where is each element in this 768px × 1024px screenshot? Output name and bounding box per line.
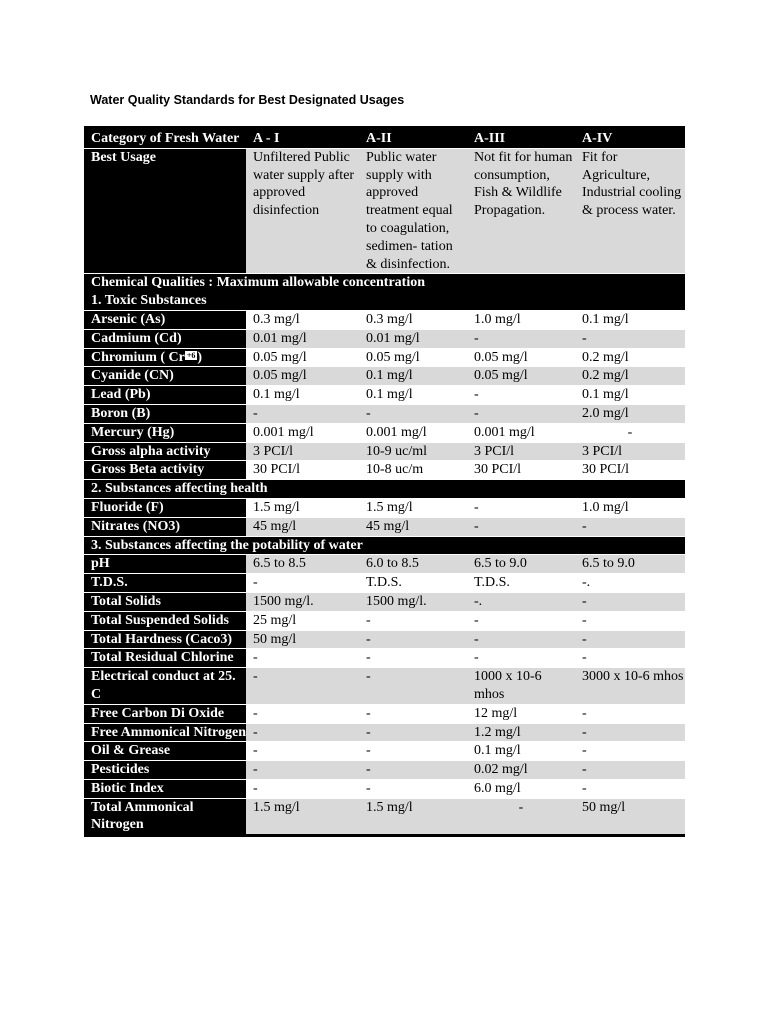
cell-a3: 0.001 mg/l — [467, 423, 575, 442]
table-row — [84, 442, 685, 461]
cell-a1: - — [246, 649, 359, 668]
cell-a2: 0.1 mg/l — [359, 367, 467, 386]
cell-a1: - — [246, 574, 359, 593]
cell-a2: - — [359, 761, 467, 780]
table-row — [84, 555, 685, 574]
table-row — [84, 517, 685, 536]
row-label: Pesticides — [84, 761, 246, 780]
table-row — [84, 611, 685, 630]
cell-a2: 0.001 mg/l — [359, 423, 467, 442]
cell-a2: 6.0 to 8.5 — [359, 555, 467, 574]
cell-a3: 30 PCI/l — [467, 461, 575, 480]
cell-a4: - — [575, 630, 685, 649]
cell-a4: - — [575, 723, 685, 742]
cell-a1: 1.5 mg/l — [246, 498, 359, 517]
section-title-toxic: 1. Toxic Substances — [91, 293, 207, 309]
cell-a3: - — [467, 798, 575, 836]
chromium-label-end: ) — [197, 349, 203, 365]
best-usage-a2: Public water supply with approved treatment equal to coagulation, sedimen- tation & disinfection. — [359, 148, 467, 274]
table-row — [84, 630, 685, 649]
row-label: Cadmium (Cd) — [84, 329, 246, 348]
cell-a4: 6.5 to 9.0 — [575, 555, 685, 574]
row-label: Lead (Pb) — [84, 386, 246, 405]
cell-a2: 0.1 mg/l — [359, 386, 467, 405]
best-usage-a4: Fit for Agriculture, Industrial cooling & process water. — [575, 148, 685, 274]
cell-a4: - — [575, 329, 685, 348]
cell-a1: 25 mg/l — [246, 611, 359, 630]
cell-a3: -. — [467, 592, 575, 611]
cell-a4: 30 PCI/l — [575, 461, 685, 480]
cell-a2: - — [359, 404, 467, 423]
row-label-chromium — [84, 348, 246, 367]
table-row — [84, 461, 685, 480]
cell-a1: 0.05 mg/l — [246, 367, 359, 386]
row-label: T.D.S. — [84, 574, 246, 593]
cell-a2: 0.3 mg/l — [359, 310, 467, 329]
cell-a3: 0.1 mg/l — [467, 742, 575, 761]
cell-a2: T.D.S. — [359, 574, 467, 593]
table-row — [84, 498, 685, 517]
table-row — [84, 761, 685, 780]
cell-a1: 1500 mg/l. — [246, 592, 359, 611]
section-row-health — [84, 480, 685, 499]
cell-a1: - — [246, 761, 359, 780]
cell-a4: - — [575, 761, 685, 780]
cell-a4: - — [575, 742, 685, 761]
cell-a4: -. — [575, 574, 685, 593]
best-usage-label: Best Usage — [84, 148, 246, 274]
table-header-row — [84, 126, 685, 148]
cell-a4: 1.0 mg/l — [575, 498, 685, 517]
cell-a2: - — [359, 668, 467, 705]
cell-a1: 0.01 mg/l — [246, 329, 359, 348]
cell-a4: - — [575, 649, 685, 668]
cell-a4: - — [575, 779, 685, 798]
header-a2: A-II — [359, 126, 467, 148]
cell-a3: - — [467, 649, 575, 668]
cell-a2: - — [359, 649, 467, 668]
table-row — [84, 798, 685, 836]
cell-a3: 6.0 mg/l — [467, 779, 575, 798]
cell-a3: - — [467, 329, 575, 348]
cell-a2: - — [359, 630, 467, 649]
row-label: Free Carbon Di Oxide — [84, 704, 246, 723]
row-label: Free Ammonical Nitrogen — [84, 723, 246, 742]
table-row — [84, 649, 685, 668]
cell-a1: 45 mg/l — [246, 517, 359, 536]
cell-a1: - — [246, 779, 359, 798]
table-row — [84, 574, 685, 593]
row-label: Total Ammonical Nitrogen — [84, 798, 246, 836]
table-row — [84, 329, 685, 348]
chemical-qualities-title: Chemical Qualities : Maximum allowable concentration — [91, 275, 426, 291]
cell-a4: 0.2 mg/l — [575, 348, 685, 367]
table-row — [84, 668, 685, 705]
cell-a3: - — [467, 498, 575, 517]
row-label: Oil & Grease — [84, 742, 246, 761]
cell-a4: 0.2 mg/l — [575, 367, 685, 386]
cell-a3: 12 mg/l — [467, 704, 575, 723]
cell-a3: T.D.S. — [467, 574, 575, 593]
chromium-superscript: +6 — [186, 350, 196, 360]
cell-a4: 3 PCI/l — [575, 442, 685, 461]
cell-a2: - — [359, 742, 467, 761]
table-row — [84, 704, 685, 723]
header-category: Category of Fresh Water — [84, 126, 246, 148]
cell-a1: 0.05 mg/l — [246, 348, 359, 367]
row-label: Total Residual Chlorine — [84, 649, 246, 668]
row-label: Electrical conduct at 25. C — [84, 668, 246, 705]
row-label: Gross Beta activity — [84, 461, 246, 480]
table-row — [84, 723, 685, 742]
cell-a1: - — [246, 668, 359, 705]
cell-a2: 0.01 mg/l — [359, 329, 467, 348]
cell-a1: - — [246, 723, 359, 742]
row-label: Total Hardness (Caco3) — [84, 630, 246, 649]
row-label: pH — [84, 555, 246, 574]
table-row — [84, 386, 685, 405]
cell-a3: 0.05 mg/l — [467, 348, 575, 367]
table-row — [84, 423, 685, 442]
best-usage-a1: Unfiltered Public water supply after approved disinfection — [246, 148, 359, 274]
row-label: Boron (B) — [84, 404, 246, 423]
cell-a2: 1.5 mg/l — [359, 798, 467, 836]
cell-a3: - — [467, 517, 575, 536]
cell-a2: 0.05 mg/l — [359, 348, 467, 367]
table-row — [84, 367, 685, 386]
row-label: Cyanide (CN) — [84, 367, 246, 386]
cell-a1: - — [246, 704, 359, 723]
cell-a1: 6.5 to 8.5 — [246, 555, 359, 574]
section-title-potability: 3. Substances affecting the potability of water — [84, 536, 685, 555]
cell-a3: - — [467, 611, 575, 630]
header-a3: A-III — [467, 126, 575, 148]
table-row — [84, 348, 685, 367]
cell-a3: - — [467, 630, 575, 649]
cell-a2: - — [359, 611, 467, 630]
chromium-label: Chromium ( Cr — [91, 349, 185, 365]
cell-a1: 0.001 mg/l — [246, 423, 359, 442]
cell-a4: 2.0 mg/l — [575, 404, 685, 423]
document-title: Water Quality Standards for Best Designated Usages — [90, 93, 405, 107]
table-row — [84, 404, 685, 423]
table-row — [84, 592, 685, 611]
cell-a3: 0.02 mg/l — [467, 761, 575, 780]
cell-a2: 10-8 uc/m — [359, 461, 467, 480]
cell-a4: 0.1 mg/l — [575, 310, 685, 329]
cell-a2: 1500 mg/l. — [359, 592, 467, 611]
row-label: Fluoride (F) — [84, 498, 246, 517]
cell-a4: 3000 x 10-6 mhos — [575, 668, 685, 705]
cell-a4: - — [575, 517, 685, 536]
cell-a2: 10-9 uc/ml — [359, 442, 467, 461]
row-label: Total Solids — [84, 592, 246, 611]
cell-a4: 50 mg/l — [575, 798, 685, 836]
cell-a1: - — [246, 404, 359, 423]
row-label: Nitrates (NO3) — [84, 517, 246, 536]
cell-a1: - — [246, 742, 359, 761]
cell-a4: 0.1 mg/l — [575, 386, 685, 405]
section-row-chemical — [84, 274, 685, 311]
cell-a3: 0.05 mg/l — [467, 367, 575, 386]
header-a1: A - I — [246, 126, 359, 148]
cell-a3: 3 PCI/l — [467, 442, 575, 461]
cell-a3: - — [467, 386, 575, 405]
table-row — [84, 310, 685, 329]
cell-a4: - — [575, 592, 685, 611]
cell-a1: 1.5 mg/l — [246, 798, 359, 836]
water-quality-table — [84, 126, 685, 837]
cell-a3: - — [467, 404, 575, 423]
cell-a1: 0.1 mg/l — [246, 386, 359, 405]
cell-a4: - — [575, 611, 685, 630]
cell-a2: - — [359, 779, 467, 798]
cell-a1: 50 mg/l — [246, 630, 359, 649]
cell-a4: - — [575, 423, 685, 442]
cell-a3: 1.2 mg/l — [467, 723, 575, 742]
section-title-health: 2. Substances affecting health — [84, 480, 685, 499]
cell-a3: 1000 x 10-6 mhos — [467, 668, 575, 705]
table-row — [84, 779, 685, 798]
row-label: Total Suspended Solids — [84, 611, 246, 630]
best-usage-row — [84, 148, 685, 274]
best-usage-a3: Not fit for human consumption, Fish & Wildlife Propagation. — [467, 148, 575, 274]
cell-a4: - — [575, 704, 685, 723]
table-row — [84, 742, 685, 761]
chemical-qualities-heading — [84, 274, 685, 311]
header-a4: A-IV — [575, 126, 685, 148]
cell-a1: 3 PCI/l — [246, 442, 359, 461]
row-label: Gross alpha activity — [84, 442, 246, 461]
cell-a3: 1.0 mg/l — [467, 310, 575, 329]
cell-a2: - — [359, 704, 467, 723]
row-label: Mercury (Hg) — [84, 423, 246, 442]
cell-a1: 30 PCI/l — [246, 461, 359, 480]
cell-a2: - — [359, 723, 467, 742]
cell-a2: 45 mg/l — [359, 517, 467, 536]
cell-a3: 6.5 to 9.0 — [467, 555, 575, 574]
row-label: Biotic Index — [84, 779, 246, 798]
row-label: Arsenic (As) — [84, 310, 246, 329]
cell-a1: 0.3 mg/l — [246, 310, 359, 329]
cell-a2: 1.5 mg/l — [359, 498, 467, 517]
section-row-potability — [84, 536, 685, 555]
